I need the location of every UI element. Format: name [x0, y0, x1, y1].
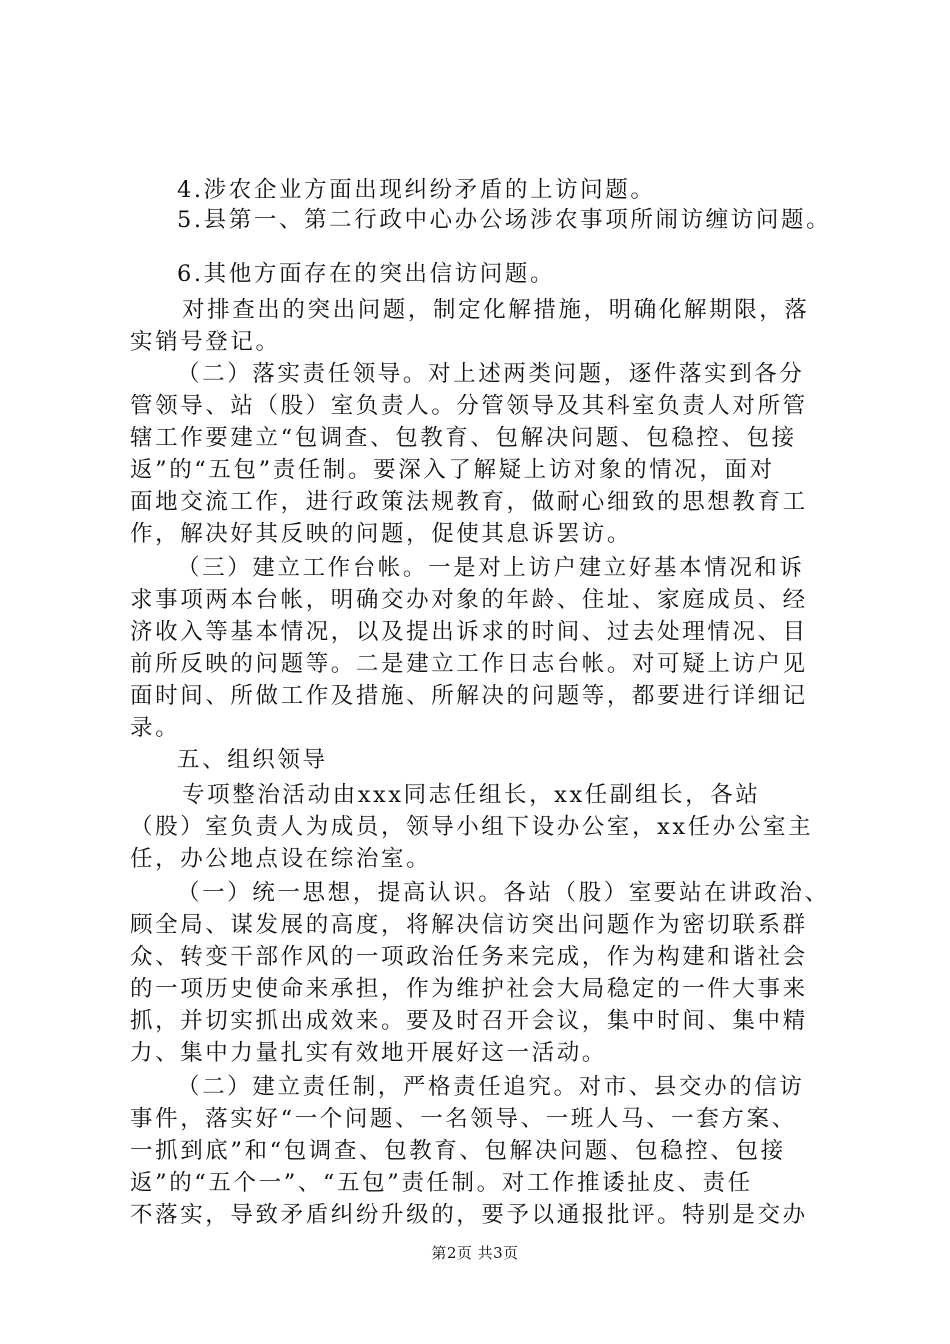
- text-line: 4.涉农企业方面出现纠纷矛盾的上访问题。: [177, 177, 656, 203]
- text-line: 专项整治活动由xxx同志任组长，xx任副组长，各站: [182, 782, 761, 808]
- text-line: 实销号登记。: [130, 329, 281, 355]
- text-line: （三）建立工作台帐。一是对上访户建立好基本情况和诉: [177, 555, 805, 581]
- page-number-footer: 第2页 共3页: [431, 1244, 519, 1262]
- text-line: 录。: [130, 715, 181, 741]
- text-line: （二）落实责任领导。对上述两类问题，逐件落实到各分: [177, 361, 805, 387]
- text-line: 面地交流工作，进行政策法规教育，做耐心细致的思想教育工: [130, 489, 808, 515]
- text-line: （二）建立责任制，严格责任追究。对市、县交办的信访: [177, 1074, 805, 1100]
- text-line: 管领导、站（股）室负责人。分管领导及其科室负责人对所管: [130, 393, 808, 419]
- text-line: 作，解决好其反映的问题，促使其息诉罢访。: [130, 521, 633, 547]
- text-line: （一）统一思想，提高认识。各站（股）室要站在讲政治、: [177, 880, 830, 906]
- text-line: 求事项两本台帐，明确交办对象的年龄、住址、家庭成员、经: [130, 587, 808, 613]
- text-line: 5.县第一、第二行政中心办公场涉农事项所闹访缠访问题。: [177, 207, 832, 233]
- text-line: 返”的“五个一”、“五包”责任制。对工作推诿扯皮、责任: [130, 1170, 753, 1196]
- text-line: （股）室负责人为成员，领导小组下设办公室，xx任办公室主: [130, 814, 814, 840]
- text-line: 众、转变干部作风的一项政治任务来完成，作为构建和谐社会: [130, 944, 808, 970]
- text-line: 任，办公地点设在综治室。: [130, 846, 432, 872]
- text-line: 济收入等基本情况，以及提出诉求的时间、过去处理情况、目: [130, 619, 808, 645]
- text-line: 前所反映的问题等。二是建立工作日志台帐。对可疑上访户见: [130, 651, 808, 677]
- text-line: 顾全局、谋发展的高度，将解决信访突出问题作为密切联系群: [130, 912, 808, 938]
- text-line: 抓，并切实抓出成效来。要及时召开会议，集中时间、集中精: [130, 1008, 808, 1034]
- text-line: 面时间、所做工作及措施、所解决的问题等，都要进行详细记: [130, 683, 808, 709]
- text-line: 不落实，导致矛盾纠纷升级的，要予以通报批评。特别是交办: [130, 1202, 808, 1228]
- text-line: 6.其他方面存在的突出信访问题。: [177, 261, 556, 287]
- text-line: 力、集中力量扎实有效地开展好这一活动。: [130, 1040, 607, 1066]
- text-line: 事件，落实好“一个问题、一名领导、一班人马、一套方案、: [130, 1106, 797, 1132]
- text-line: 对排查出的突出问题，制定化解措施，明确化解期限，落: [182, 297, 810, 323]
- text-line: 的一项历史使命来承担，作为维护社会大局稳定的一件大事来: [130, 976, 808, 1002]
- text-line: 返”的“五包”责任制。要深入了解疑上访对象的情况，面对: [130, 457, 775, 483]
- text-line: 一抓到底”和“包调查、包教育、包解决问题、包稳控、包接: [130, 1138, 786, 1164]
- text-line: 辖工作要建立“包调查、包教育、包解决问题、包稳控、包接: [130, 425, 797, 451]
- section-heading: 五、组织领导: [177, 747, 328, 773]
